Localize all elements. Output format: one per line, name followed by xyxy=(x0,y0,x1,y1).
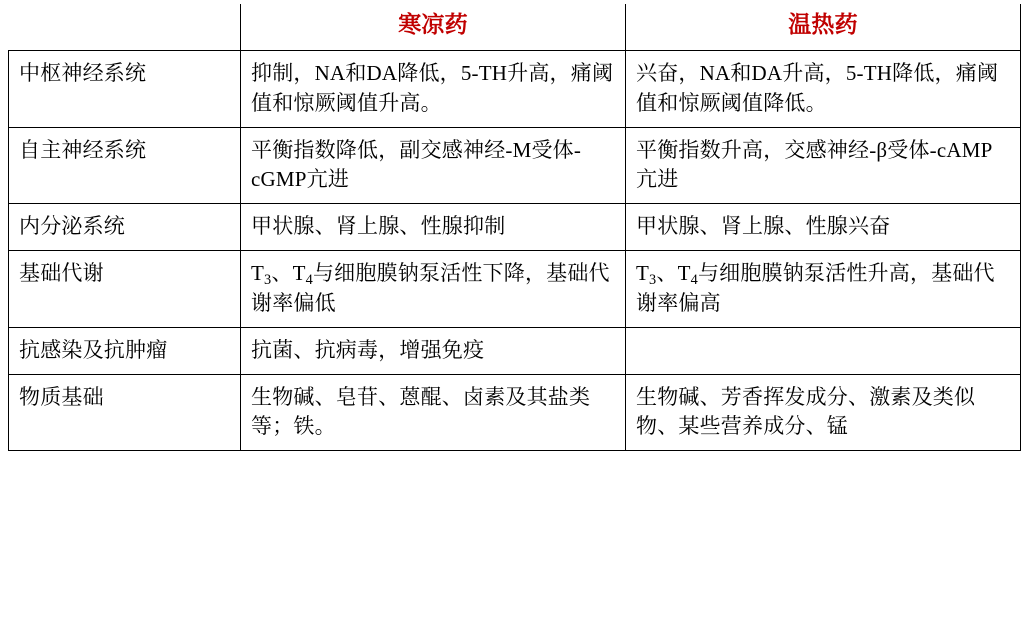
table-row xyxy=(9,327,1021,374)
cell-material-basis-cold: 生物碱、皂苷、蒽醌、卤素及其盐类等；铁。 xyxy=(241,374,626,451)
row-label-anti-infection: 抗感染及抗肿瘤 xyxy=(9,327,241,374)
cell-cns-warm: 兴奋，NA和DA升高，5-TH降低，痛阈值和惊厥阈值降低。 xyxy=(626,51,1021,128)
row-label-cns: 中枢神经系统 xyxy=(9,51,241,128)
metabolism-warm-t: T xyxy=(636,261,650,286)
cell-cns-cold: 抑制，NA和DA降低，5-TH升高，痛阈值和惊厥阈值升高。 xyxy=(241,51,626,128)
table-row xyxy=(9,251,1021,328)
metabolism-warm-sub-4: 4 xyxy=(690,272,698,289)
metabolism-warm-sub-3: 3 xyxy=(649,272,657,289)
table-row xyxy=(9,374,1021,451)
document-page xyxy=(0,4,1028,620)
metabolism-cold-mid: 、T xyxy=(271,261,306,286)
metabolism-warm-mid: 、T xyxy=(656,261,691,286)
metabolism-cold-sub-4: 4 xyxy=(305,272,313,289)
metabolism-warm-post: 与细胞膜钠泵活性升高，基础代谢率偏高 xyxy=(636,261,995,315)
cell-ans-cold: 平衡指数降低，副交感神经-M受体-cGMP亢进 xyxy=(241,127,626,204)
header-warm-medicine: 温热药 xyxy=(626,4,1021,51)
row-label-endocrine: 内分泌系统 xyxy=(9,204,241,251)
row-label-material-basis: 物质基础 xyxy=(9,374,241,451)
table-header-row xyxy=(9,4,1021,51)
cell-metabolism-warm xyxy=(626,251,1021,328)
table-row xyxy=(9,204,1021,251)
cell-metabolism-cold xyxy=(241,251,626,328)
metabolism-cold-sub-3: 3 xyxy=(264,272,272,289)
metabolism-cold-t: T xyxy=(251,261,265,286)
row-label-metabolism: 基础代谢 xyxy=(9,251,241,328)
cell-endocrine-cold: 甲状腺、肾上腺、性腺抑制 xyxy=(241,204,626,251)
header-empty-cell xyxy=(9,4,241,51)
metabolism-cold-post: 与细胞膜钠泵活性下降，基础代谢率偏低 xyxy=(251,261,610,315)
cell-anti-infection-warm xyxy=(626,327,1021,374)
header-cold-medicine: 寒凉药 xyxy=(241,4,626,51)
table-row xyxy=(9,51,1021,128)
row-label-ans: 自主神经系统 xyxy=(9,127,241,204)
table-row xyxy=(9,127,1021,204)
cell-ans-warm: 平衡指数升高，交感神经-β受体-cAMP亢进 xyxy=(626,127,1021,204)
comparison-table xyxy=(8,4,1021,451)
cell-anti-infection-cold: 抗菌、抗病毒，增强免疫 xyxy=(241,327,626,374)
cell-endocrine-warm: 甲状腺、肾上腺、性腺兴奋 xyxy=(626,204,1021,251)
cell-material-basis-warm: 生物碱、芳香挥发成分、激素及类似物、某些营养成分、锰 xyxy=(626,374,1021,451)
